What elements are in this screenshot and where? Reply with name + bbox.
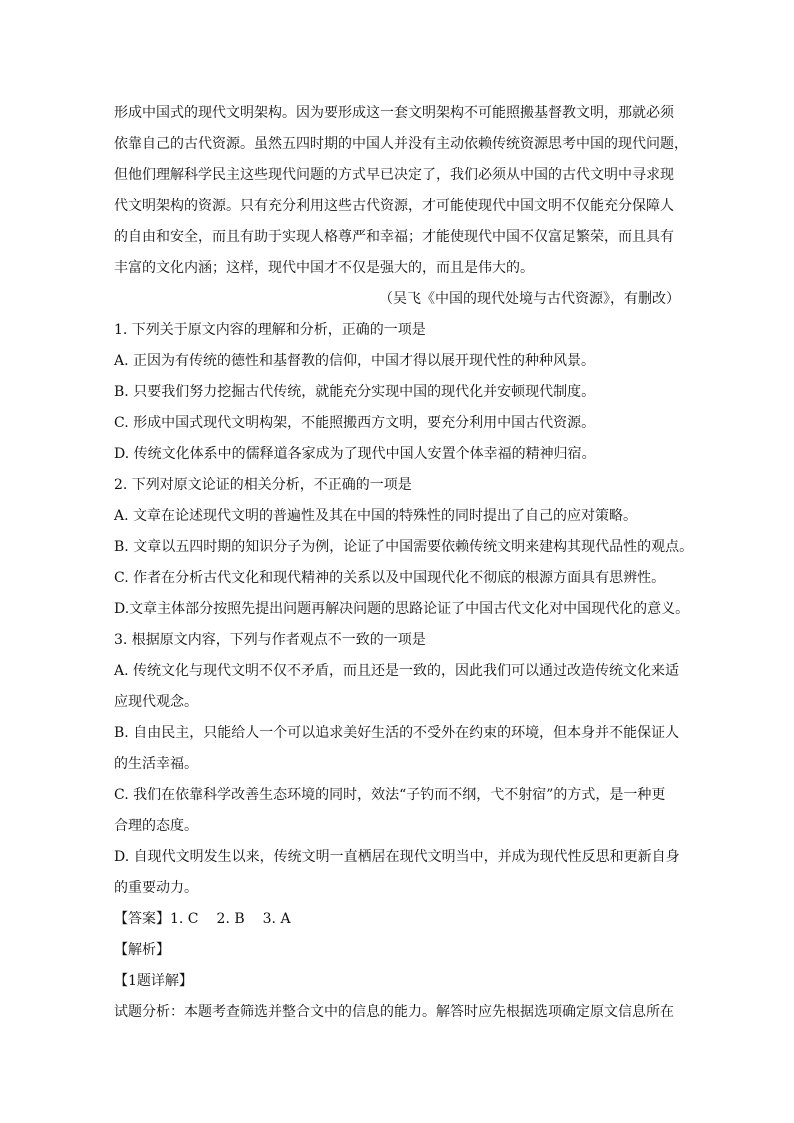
option-b: B. 只要我们努力挖掘古代传统，就能充分实现中国的现代化并安顿现代制度。: [114, 384, 596, 400]
option-c: C. 作者在分析古代文化和现代精神的关系以及中国现代化不彻底的根源方面具有思辨性。: [114, 570, 666, 586]
answer-item: 2. B: [216, 911, 245, 927]
option-c: C. 形成中国式现代文明构架，不能照搬西方文明，要充分利用中国古代资源。: [114, 415, 596, 431]
option-c: C. 我们在依靠科学改善生态环境的同时，效法“子钓而不纲，弋不射宿”的方式，是一种更: [114, 787, 666, 803]
answer-item: 3. A: [262, 911, 291, 927]
question-stem: 3. 根据原文内容，下列与作者观点不一致的一项是: [114, 632, 426, 648]
question-1: [114, 315, 680, 470]
question-3: [114, 625, 680, 904]
option-b: B. 文章以五四时期的知识分子为例，论证了中国需要依赖传统文明来建构其现代品性的观点。: [114, 539, 694, 555]
analysis-text: 试题分析：本题考查筛选并整合文中的信息的能力。解答时应先根据选项确定原文信息所在: [114, 1004, 674, 1020]
passage-source: （吴飞《中国的现代处境与古代资源》，有删改）: [379, 291, 680, 307]
option-d: D. 传统文化体系中的儒释道各家成为了现代中国人安置个体幸福的精神归宿。: [114, 446, 596, 462]
question-2: [114, 470, 694, 625]
passage-line: 依靠自己的古代资源。虽然五四时期的中国人并没有主动依赖传统资源思考中国的现代问题，: [114, 136, 688, 152]
option-a: A. 正因为有传统的德性和基督教的信仰，中国才得以展开现代性的种种风景。: [114, 353, 596, 369]
answer-row: [114, 904, 680, 935]
passage-line: 代文明架构的资源。只有充分利用这些古代资源，才可能使现代中国文明不仅能充分保障人: [114, 198, 674, 214]
option-c-continued: 合理的态度。: [114, 818, 198, 834]
option-d-continued: 的重要动力。: [114, 880, 198, 896]
document-content: [114, 98, 694, 1028]
passage: [114, 98, 688, 315]
passage-line: 形成中国式的现代文明架构。因为要形成这一套文明架构不可能照搬基督教文明，那就必须: [114, 105, 674, 121]
option-d: D.文章主体部分按照先提出问题再解决问题的思路论证了中国古代文化对中国现代化的意义。: [114, 601, 690, 617]
passage-line: 的自由和安全，而且有助于实现人格尊严和幸福；才能使现代中国不仅富足繁荣，而且具有: [114, 229, 674, 245]
option-a: A. 文章在论述现代文明的普遍性及其在中国的特殊性的同时提出了自己的应对策略。: [114, 508, 638, 524]
question-stem: 2. 下列对原文论证的相关分析，不正确的一项是: [114, 477, 412, 493]
answer-item: 1. C: [170, 911, 199, 927]
option-b-continued: 的生活幸福。: [114, 756, 198, 772]
answer-label: 【答案】: [114, 911, 170, 927]
analysis-label: 【解析】: [114, 942, 170, 958]
analysis-sub-label: 【1题详解】: [114, 973, 193, 989]
passage-line: 但他们理解科学民主这些现代问题的方式早已决定了，我们必须从中国的古代文明中寻求现: [114, 167, 674, 183]
option-a: A. 传统文化与现代文明不仅不矛盾，而且还是一致的，因此我们可以通过改造传统文化来适: [114, 663, 680, 679]
question-stem: 1. 下列关于原文内容的理解和分析，正确的一项是: [114, 322, 426, 338]
option-d: D. 自现代文明发生以来，传统文明一直栖居在现代文明当中，并成为现代性反思和更新自身: [114, 849, 680, 865]
option-a-continued: 应现代观念。: [114, 694, 198, 710]
passage-line: 丰富的文化内涵；这样，现代中国才不仅是强大的，而且是伟大的。: [114, 260, 534, 276]
option-b: B. 自由民主，只能给人一个可以追求美好生活的不受外在约束的环境，但本身并不能保证人: [114, 725, 680, 741]
